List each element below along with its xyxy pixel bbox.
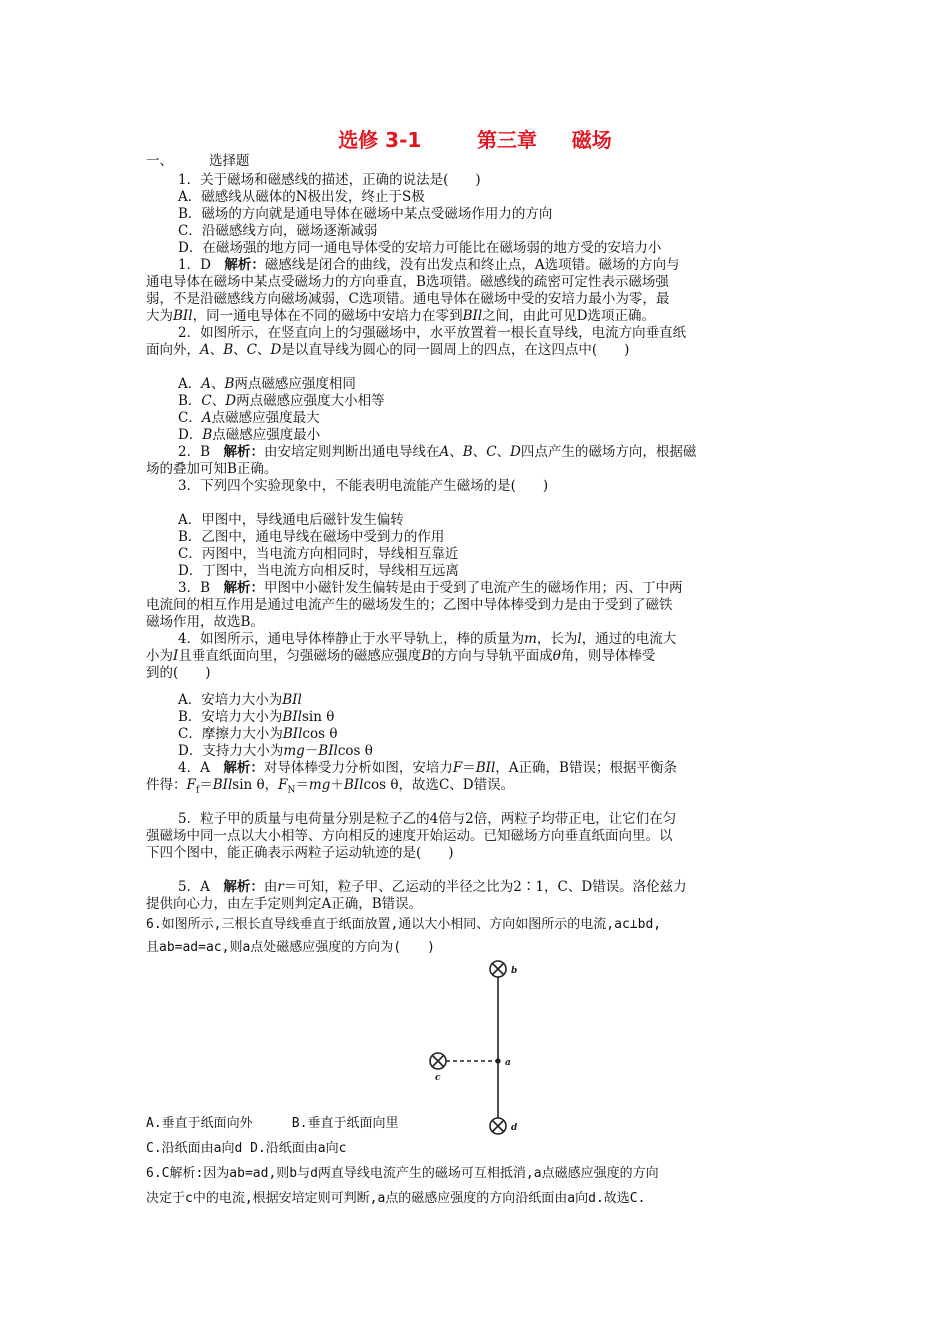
answer-5-line-2: 提供向心力，由左手定则判定A正确，B错误。 [146, 896, 423, 912]
answer-4: 4．A 解析：对导体棒受力分析如图，安培力F＝BIl，A正确，B错误；根据平衡条 [178, 760, 677, 776]
answer-4-line-2: 件得：$F_f=BIlsin$ θ，$F_N=mg+BIlcos$ θ，故选C、D错误。 [146, 777, 515, 796]
q1-option-b: B．磁场的方向就是通电导体在磁场中某点受磁场作用力的方向 [178, 206, 553, 222]
question-4-line-2: 小为I且垂直纸面向里，匀强磁场的磁感应强度B的方向与导轨平面成θ角，则导体棒受 [146, 648, 656, 664]
q2-option-a: A．A、B两点磁感应强度相同 [178, 376, 356, 392]
wire-b-icon [490, 961, 506, 977]
q1-option-d: D．在磁场强的地方同一通电导体受的安培力可能比在磁场弱的地方受的安培力小 [178, 240, 662, 256]
q1-option-c: C．沿磁感线方向，磁场逐渐减弱 [178, 223, 378, 239]
question-5-line-3: 下四个图中，能正确表示两粒子运动轨迹的是( ) [146, 845, 454, 861]
answer-2-line-2: 场的叠加可知B正确。 [146, 461, 278, 477]
section-number: 一、 [146, 153, 173, 169]
q3-option-a: A．甲图中，导线通电后磁针发生偏转 [178, 512, 404, 528]
question-1: 1．关于磁场和磁感线的描述，正确的说法是( ) [178, 172, 481, 188]
wire-d-icon [490, 1118, 506, 1134]
answer-6: 6.C解析:因为ab=ad,则b与d两直导线电流产生的磁场可互相抵消,a点磁感应强度的方向 [146, 1166, 659, 1181]
q6-options-ab: A.垂直于纸面向外 B.垂直于纸面向里 [146, 1116, 399, 1131]
answer-1-line-2: 通电导体在磁场中某点受磁场力的方向垂直，B选项错。磁感线的疏密可定性表示磁场强 [146, 274, 669, 290]
q4-option-c: C．摩擦力大小为BIlcos θ [178, 726, 338, 742]
answer-3-line-3: 磁场作用，故选B。 [146, 614, 264, 630]
question-6: 6.如图所示,三根长直导线垂直于纸面放置,通以大小相同、方向如图所示的电流,ac⊥bd, [146, 917, 662, 932]
q3-option-c: C．丙图中，当电流方向相同时，导线相互靠近 [178, 546, 459, 562]
label-c: c [435, 1073, 441, 1083]
answer-3-line-2: 电流间的相互作用是通过电流产生的磁场发生的；乙图中导体棒受到力是由于受到了磁铁 [146, 597, 673, 613]
q4-option-b: B．安培力大小为BIlsin θ [178, 709, 335, 725]
q4-option-d: D．支持力大小为mg－BIlcos θ [178, 743, 373, 759]
answer-3: 3．B 解析：甲图中小磁针发生偏转是由于受到了电流产生的磁场作用；丙、丁中两 [178, 580, 683, 596]
q1-option-a: A．磁感线从磁体的N极出发，终止于S极 [178, 189, 425, 205]
q6-options-cd: C.沿纸面由a向d D.沿纸面由a向c [146, 1141, 347, 1156]
question-3: 3．下列四个实验现象中，不能表明电流能产生磁场的是( ) [178, 478, 549, 494]
answer-1-line-3: 弱，不是沿磁感线方向磁场减弱，C选项错。通电导体在磁场中受的安培力最小为零，最 [146, 291, 670, 307]
answer-2: 2．B 解析：由安培定则判断出通电导线在A、B、C、D四点产生的磁场方向，根据磁 [178, 444, 697, 460]
wire-diagram [425, 958, 525, 1143]
question-2-line-2: 面向外，A、B、C、D是以直导线为圆心的同一圆周上的四点，在这四点中( ) [146, 342, 630, 358]
q3-option-b: B．乙图中，通电导线在磁场中受到力的作用 [178, 529, 445, 545]
question-2: 2．如图所示，在竖直向上的匀强磁场中，水平放置着一根长直导线，电流方向垂直纸 [178, 325, 687, 341]
q2-option-d: D．B点磁感应强度最小 [178, 427, 321, 443]
answer-5: 5．A 解析：由r＝可知，粒子甲、乙运动的半径之比为2∶1，C、D错误。洛伦兹力 [178, 879, 687, 895]
q4-option-a: A．安培力大小为BIl [178, 692, 302, 708]
section-label: 选择题 [209, 153, 250, 169]
point-a [495, 1058, 500, 1063]
page-title: 选修 3-1 第三章 磁场 [338, 128, 612, 152]
wire-c-icon [430, 1053, 446, 1069]
question-5-line-2: 强磁场中同一点以大小相等、方向相反的速度开始运动。已知磁场方向垂直纸面向里。以 [146, 828, 673, 844]
answer-1: 1．D 解析：磁感线是闭合的曲线，没有出发点和终止点，A选项错。磁场的方向与 [178, 257, 680, 273]
label-d: d [511, 1123, 518, 1133]
question-6-line-2: 且ab=ad=ac,则a点处磁感应强度的方向为( ) [146, 940, 435, 955]
answer-6-line-2: 决定于c中的电流,根据安培定则可判断,a点的磁感应强度的方向沿纸面由a向d.故选C. [146, 1191, 646, 1206]
label-a: a [505, 1058, 511, 1068]
section-heading [146, 153, 250, 170]
q2-option-b: B．C、D两点磁感应强度大小相等 [178, 393, 385, 409]
label-b: b [511, 966, 518, 976]
question-4: 4．如图所示，通电导体棒静止于水平导轨上，棒的质量为m，长为l，通过的电流大 [178, 631, 677, 647]
answer-1-line-4: 大为BIl，同一通电导体在不同的磁场中安培力在零到BIl之间，由此可见D选项正确。 [146, 308, 655, 324]
question-4-line-3: 到的( ) [146, 665, 211, 681]
question-5: 5．粒子甲的质量与电荷量分别是粒子乙的4倍与2倍，两粒子均带正电，让它们在匀 [178, 811, 677, 827]
q3-option-d: D．丁图中，当电流方向相反时，导线相互远离 [178, 563, 459, 579]
q2-option-c: C．A点磁感应强度最大 [178, 410, 320, 426]
